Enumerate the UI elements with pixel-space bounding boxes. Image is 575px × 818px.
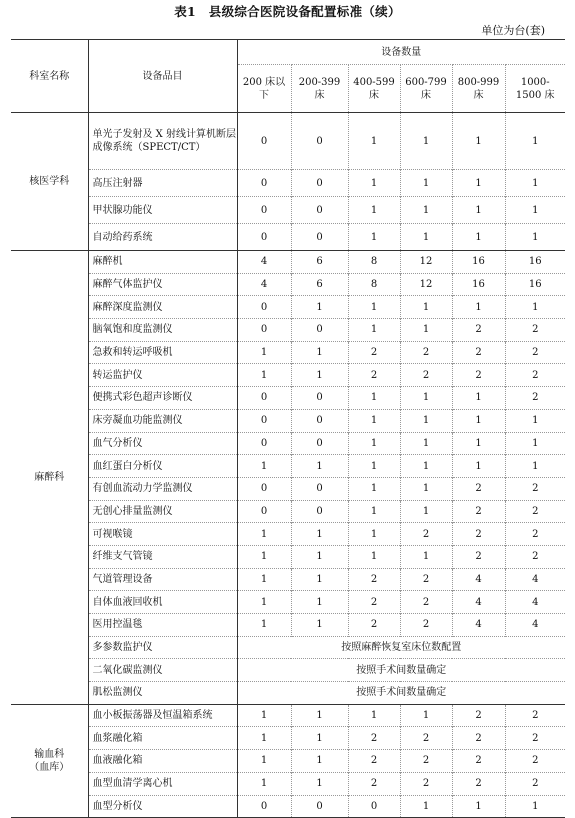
header-bed-range: 600-799 床: [400, 65, 452, 113]
quantity-cell: 1: [400, 197, 452, 224]
quantity-cell: 2: [400, 727, 452, 750]
header-bed-range: 1000-1500 床: [505, 65, 565, 113]
table-row: [11, 772, 565, 795]
quantity-cell: 2: [348, 727, 400, 750]
quantity-cell: 4: [452, 614, 505, 637]
table-row: [11, 591, 565, 614]
quantity-cell: 0: [237, 224, 291, 251]
quantity-cell: 1: [348, 319, 400, 342]
quantity-cell: 1: [400, 224, 452, 251]
item-name: 高压注射器: [88, 170, 237, 197]
quantity-cell: 2: [348, 750, 400, 773]
quantity-cell: 2: [505, 704, 565, 727]
quantity-cell: 2: [505, 523, 565, 546]
table-row: [11, 636, 565, 659]
quantity-cell: 1: [400, 432, 452, 455]
item-name: 多参数监护仪: [88, 636, 237, 659]
quantity-cell: 1: [291, 523, 348, 546]
item-name: 气道管理设备: [88, 568, 237, 591]
quantity-cell: 16: [452, 251, 505, 274]
quantity-cell: 1: [348, 455, 400, 478]
quantity-cell: 0: [291, 795, 348, 818]
quantity-cell: 2: [452, 523, 505, 546]
quantity-cell: 0: [291, 387, 348, 410]
table-row: [11, 387, 565, 410]
header-bed-range: 200-399 床: [291, 65, 348, 113]
quantity-cell: 1: [348, 197, 400, 224]
quantity-cell: 2: [452, 477, 505, 500]
quantity-cell: 1: [348, 296, 400, 319]
quantity-cell: 4: [505, 591, 565, 614]
quantity-cell: 8: [348, 273, 400, 296]
table-row: [11, 704, 565, 727]
quantity-cell: 2: [505, 750, 565, 773]
quantity-cell: 1: [291, 545, 348, 568]
quantity-cell: 0: [237, 432, 291, 455]
quantity-cell: 1: [505, 197, 565, 224]
quantity-cell: 2: [452, 364, 505, 387]
table-row: [11, 341, 565, 364]
table-row: [11, 296, 565, 319]
quantity-cell: 1: [505, 224, 565, 251]
quantity-cell: 1: [452, 409, 505, 432]
quantity-cell: 1: [237, 568, 291, 591]
quantity-cell: 0: [291, 170, 348, 197]
item-name: 自动给药系统: [88, 224, 237, 251]
table-row: [11, 477, 565, 500]
quantity-cell: 2: [505, 477, 565, 500]
item-name: 单光子发射及 X 射线计算机断层成像系统（SPECT/CT）: [88, 113, 237, 170]
item-name: 血小板振荡器及恒温箱系统: [88, 704, 237, 727]
item-name: 床旁凝血功能监测仪: [88, 409, 237, 432]
quantity-cell: 1: [400, 500, 452, 523]
header-bed-range: 200 床以下: [237, 65, 291, 113]
quantity-cell: 1: [400, 319, 452, 342]
table-row: [11, 455, 565, 478]
item-name: 麻醉机: [88, 251, 237, 274]
quantity-cell: 1: [452, 224, 505, 251]
quantity-cell: 1: [452, 455, 505, 478]
quantity-cell: 2: [400, 614, 452, 637]
quantity-cell: 4: [452, 568, 505, 591]
quantity-cell: 4: [237, 251, 291, 274]
quantity-cell: 0: [348, 795, 400, 818]
item-name: 有创血流动力学监测仪: [88, 477, 237, 500]
header-item: 设备品目: [88, 40, 237, 113]
quantity-cell: 1: [400, 477, 452, 500]
item-name: 麻醉深度监测仪: [88, 296, 237, 319]
table-row: [11, 545, 565, 568]
quantity-cell: 2: [505, 319, 565, 342]
quantity-cell: 2: [400, 591, 452, 614]
table-title: 表1 县级综合医院设备配置标准（续）: [174, 4, 401, 19]
quantity-cell: 1: [452, 113, 505, 170]
unit-note: 单位为台(套): [481, 24, 545, 37]
item-name: 血红蛋白分析仪: [88, 455, 237, 478]
quantity-cell: 1: [237, 750, 291, 773]
quantity-cell: 1: [291, 364, 348, 387]
quantity-cell: 6: [291, 273, 348, 296]
quantity-cell: 2: [452, 772, 505, 795]
config-note: 按照麻醉恢复室床位数配置: [237, 636, 565, 659]
quantity-cell: 2: [452, 704, 505, 727]
item-name: 血液融化箱: [88, 750, 237, 773]
quantity-cell: 1: [291, 704, 348, 727]
quantity-cell: 2: [348, 364, 400, 387]
quantity-cell: 1: [348, 113, 400, 170]
quantity-cell: 1: [291, 614, 348, 637]
header-bed-range: 800-999 床: [452, 65, 505, 113]
quantity-cell: 0: [237, 170, 291, 197]
quantity-cell: 1: [505, 170, 565, 197]
table-row: [11, 409, 565, 432]
quantity-cell: 0: [237, 477, 291, 500]
quantity-cell: 1: [400, 545, 452, 568]
quantity-cell: 6: [291, 251, 348, 274]
quantity-cell: 0: [237, 500, 291, 523]
item-name: 甲状腺功能仪: [88, 197, 237, 224]
quantity-cell: 2: [348, 568, 400, 591]
quantity-cell: 1: [400, 795, 452, 818]
quantity-cell: 0: [237, 197, 291, 224]
quantity-cell: 1: [348, 387, 400, 410]
table-row: [11, 273, 565, 296]
quantity-cell: 1: [452, 296, 505, 319]
quantity-cell: 0: [291, 319, 348, 342]
table-row: [11, 432, 565, 455]
quantity-cell: 2: [348, 341, 400, 364]
quantity-cell: 0: [291, 500, 348, 523]
quantity-cell: 0: [291, 113, 348, 170]
quantity-cell: 2: [452, 727, 505, 750]
quantity-cell: 1: [505, 113, 565, 170]
quantity-cell: 1: [237, 591, 291, 614]
quantity-cell: 1: [505, 409, 565, 432]
quantity-cell: 1: [400, 296, 452, 319]
table-row: [11, 224, 565, 251]
quantity-cell: 2: [400, 341, 452, 364]
quantity-cell: 2: [452, 319, 505, 342]
quantity-cell: 0: [291, 224, 348, 251]
quantity-cell: 2: [348, 591, 400, 614]
quantity-cell: 12: [400, 251, 452, 274]
quantity-cell: 1: [237, 545, 291, 568]
quantity-cell: 1: [400, 113, 452, 170]
quantity-cell: 2: [400, 772, 452, 795]
table-row: [11, 727, 565, 750]
table-row: [11, 319, 565, 342]
quantity-cell: 2: [505, 387, 565, 410]
quantity-cell: 1: [291, 341, 348, 364]
quantity-cell: 2: [452, 750, 505, 773]
dept-name: 核医学科: [11, 113, 88, 251]
quantity-cell: 1: [452, 197, 505, 224]
item-name: 医用控温毯: [88, 614, 237, 637]
quantity-cell: 1: [237, 704, 291, 727]
quantity-cell: 1: [505, 432, 565, 455]
header-dept: 科室名称: [11, 40, 88, 113]
item-name: 二氧化碳监测仪: [88, 659, 237, 682]
quantity-cell: 1: [452, 432, 505, 455]
quantity-cell: 12: [400, 273, 452, 296]
quantity-cell: 1: [348, 523, 400, 546]
quantity-cell: 4: [505, 568, 565, 591]
quantity-cell: 1: [291, 296, 348, 319]
quantity-cell: 2: [505, 364, 565, 387]
quantity-cell: 0: [237, 113, 291, 170]
config-note: 按照手术间数量确定: [237, 659, 565, 682]
quantity-cell: 2: [348, 614, 400, 637]
quantity-cell: 1: [505, 795, 565, 818]
quantity-cell: 2: [348, 772, 400, 795]
quantity-cell: 2: [505, 727, 565, 750]
equipment-table: [11, 39, 565, 818]
quantity-cell: 0: [291, 477, 348, 500]
quantity-cell: 1: [348, 500, 400, 523]
quantity-cell: 2: [505, 341, 565, 364]
item-name: 肌松监测仪: [88, 682, 237, 705]
quantity-cell: 0: [237, 319, 291, 342]
quantity-cell: 1: [505, 296, 565, 319]
table-row: [11, 659, 565, 682]
quantity-cell: 4: [452, 591, 505, 614]
item-name: 自体血液回收机: [88, 591, 237, 614]
quantity-cell: 1: [237, 727, 291, 750]
quantity-cell: 1: [505, 455, 565, 478]
quantity-cell: 1: [291, 727, 348, 750]
quantity-cell: 1: [348, 170, 400, 197]
quantity-cell: 1: [237, 341, 291, 364]
quantity-cell: 1: [237, 455, 291, 478]
table-row: [11, 500, 565, 523]
table-row: [11, 364, 565, 387]
table-row: [11, 523, 565, 546]
quantity-cell: 0: [237, 296, 291, 319]
quantity-cell: 1: [291, 568, 348, 591]
item-name: 麻醉气体监护仪: [88, 273, 237, 296]
quantity-cell: 1: [237, 614, 291, 637]
table-row: [11, 750, 565, 773]
quantity-cell: 1: [237, 364, 291, 387]
quantity-cell: 1: [400, 704, 452, 727]
config-note: 按照手术间数量确定: [237, 682, 565, 705]
item-name: 可视喉镜: [88, 523, 237, 546]
table-row: [11, 614, 565, 637]
quantity-cell: 2: [505, 545, 565, 568]
quantity-cell: 2: [452, 545, 505, 568]
quantity-cell: 1: [237, 523, 291, 546]
quantity-cell: 2: [400, 750, 452, 773]
dept-name: 麻醉科: [11, 251, 88, 705]
quantity-cell: 1: [400, 170, 452, 197]
item-name: 血型分析仪: [88, 795, 237, 818]
item-name: 便携式彩色超声诊断仪: [88, 387, 237, 410]
quantity-cell: 16: [505, 273, 565, 296]
item-name: 血浆融化箱: [88, 727, 237, 750]
quantity-cell: 1: [452, 795, 505, 818]
quantity-cell: 1: [400, 387, 452, 410]
quantity-cell: 0: [237, 409, 291, 432]
quantity-cell: 2: [452, 341, 505, 364]
quantity-cell: 4: [505, 614, 565, 637]
quantity-cell: 8: [348, 251, 400, 274]
table-row: [11, 568, 565, 591]
quantity-cell: 16: [505, 251, 565, 274]
quantity-cell: 1: [452, 387, 505, 410]
item-name: 血型血清学离心机: [88, 772, 237, 795]
table-row: [11, 682, 565, 705]
quantity-cell: 0: [237, 795, 291, 818]
quantity-cell: 0: [291, 197, 348, 224]
quantity-cell: 1: [400, 409, 452, 432]
quantity-cell: 1: [291, 591, 348, 614]
quantity-cell: 1: [291, 455, 348, 478]
quantity-cell: 1: [348, 545, 400, 568]
header-bed-range: 400-599 床: [348, 65, 400, 113]
item-name: 转运监护仪: [88, 364, 237, 387]
table-row: [11, 170, 565, 197]
item-name: 血气分析仪: [88, 432, 237, 455]
quantity-cell: 2: [505, 772, 565, 795]
header-group: 设备数量: [237, 40, 565, 65]
quantity-cell: 0: [291, 432, 348, 455]
quantity-cell: 1: [348, 432, 400, 455]
quantity-cell: 1: [400, 455, 452, 478]
quantity-cell: 16: [452, 273, 505, 296]
item-name: 纤维支气管镜: [88, 545, 237, 568]
quantity-cell: 1: [291, 772, 348, 795]
quantity-cell: 1: [452, 170, 505, 197]
table-row: [11, 251, 565, 274]
quantity-cell: 2: [400, 523, 452, 546]
quantity-cell: 1: [348, 409, 400, 432]
table-row: [11, 113, 565, 170]
quantity-cell: 1: [237, 772, 291, 795]
quantity-cell: 1: [348, 704, 400, 727]
item-name: 脑氧饱和度监测仪: [88, 319, 237, 342]
dept-name: 输血科（血库）: [11, 704, 88, 817]
quantity-cell: 1: [348, 224, 400, 251]
quantity-cell: 2: [400, 568, 452, 591]
quantity-cell: 2: [400, 364, 452, 387]
quantity-cell: 0: [291, 409, 348, 432]
quantity-cell: 2: [505, 500, 565, 523]
item-name: 无创心排量监测仪: [88, 500, 237, 523]
quantity-cell: 4: [237, 273, 291, 296]
item-name: 急救和转运呼吸机: [88, 341, 237, 364]
quantity-cell: 1: [348, 477, 400, 500]
quantity-cell: 2: [452, 500, 505, 523]
table-row: [11, 795, 565, 818]
quantity-cell: 1: [291, 750, 348, 773]
table-row: [11, 197, 565, 224]
quantity-cell: 0: [237, 387, 291, 410]
